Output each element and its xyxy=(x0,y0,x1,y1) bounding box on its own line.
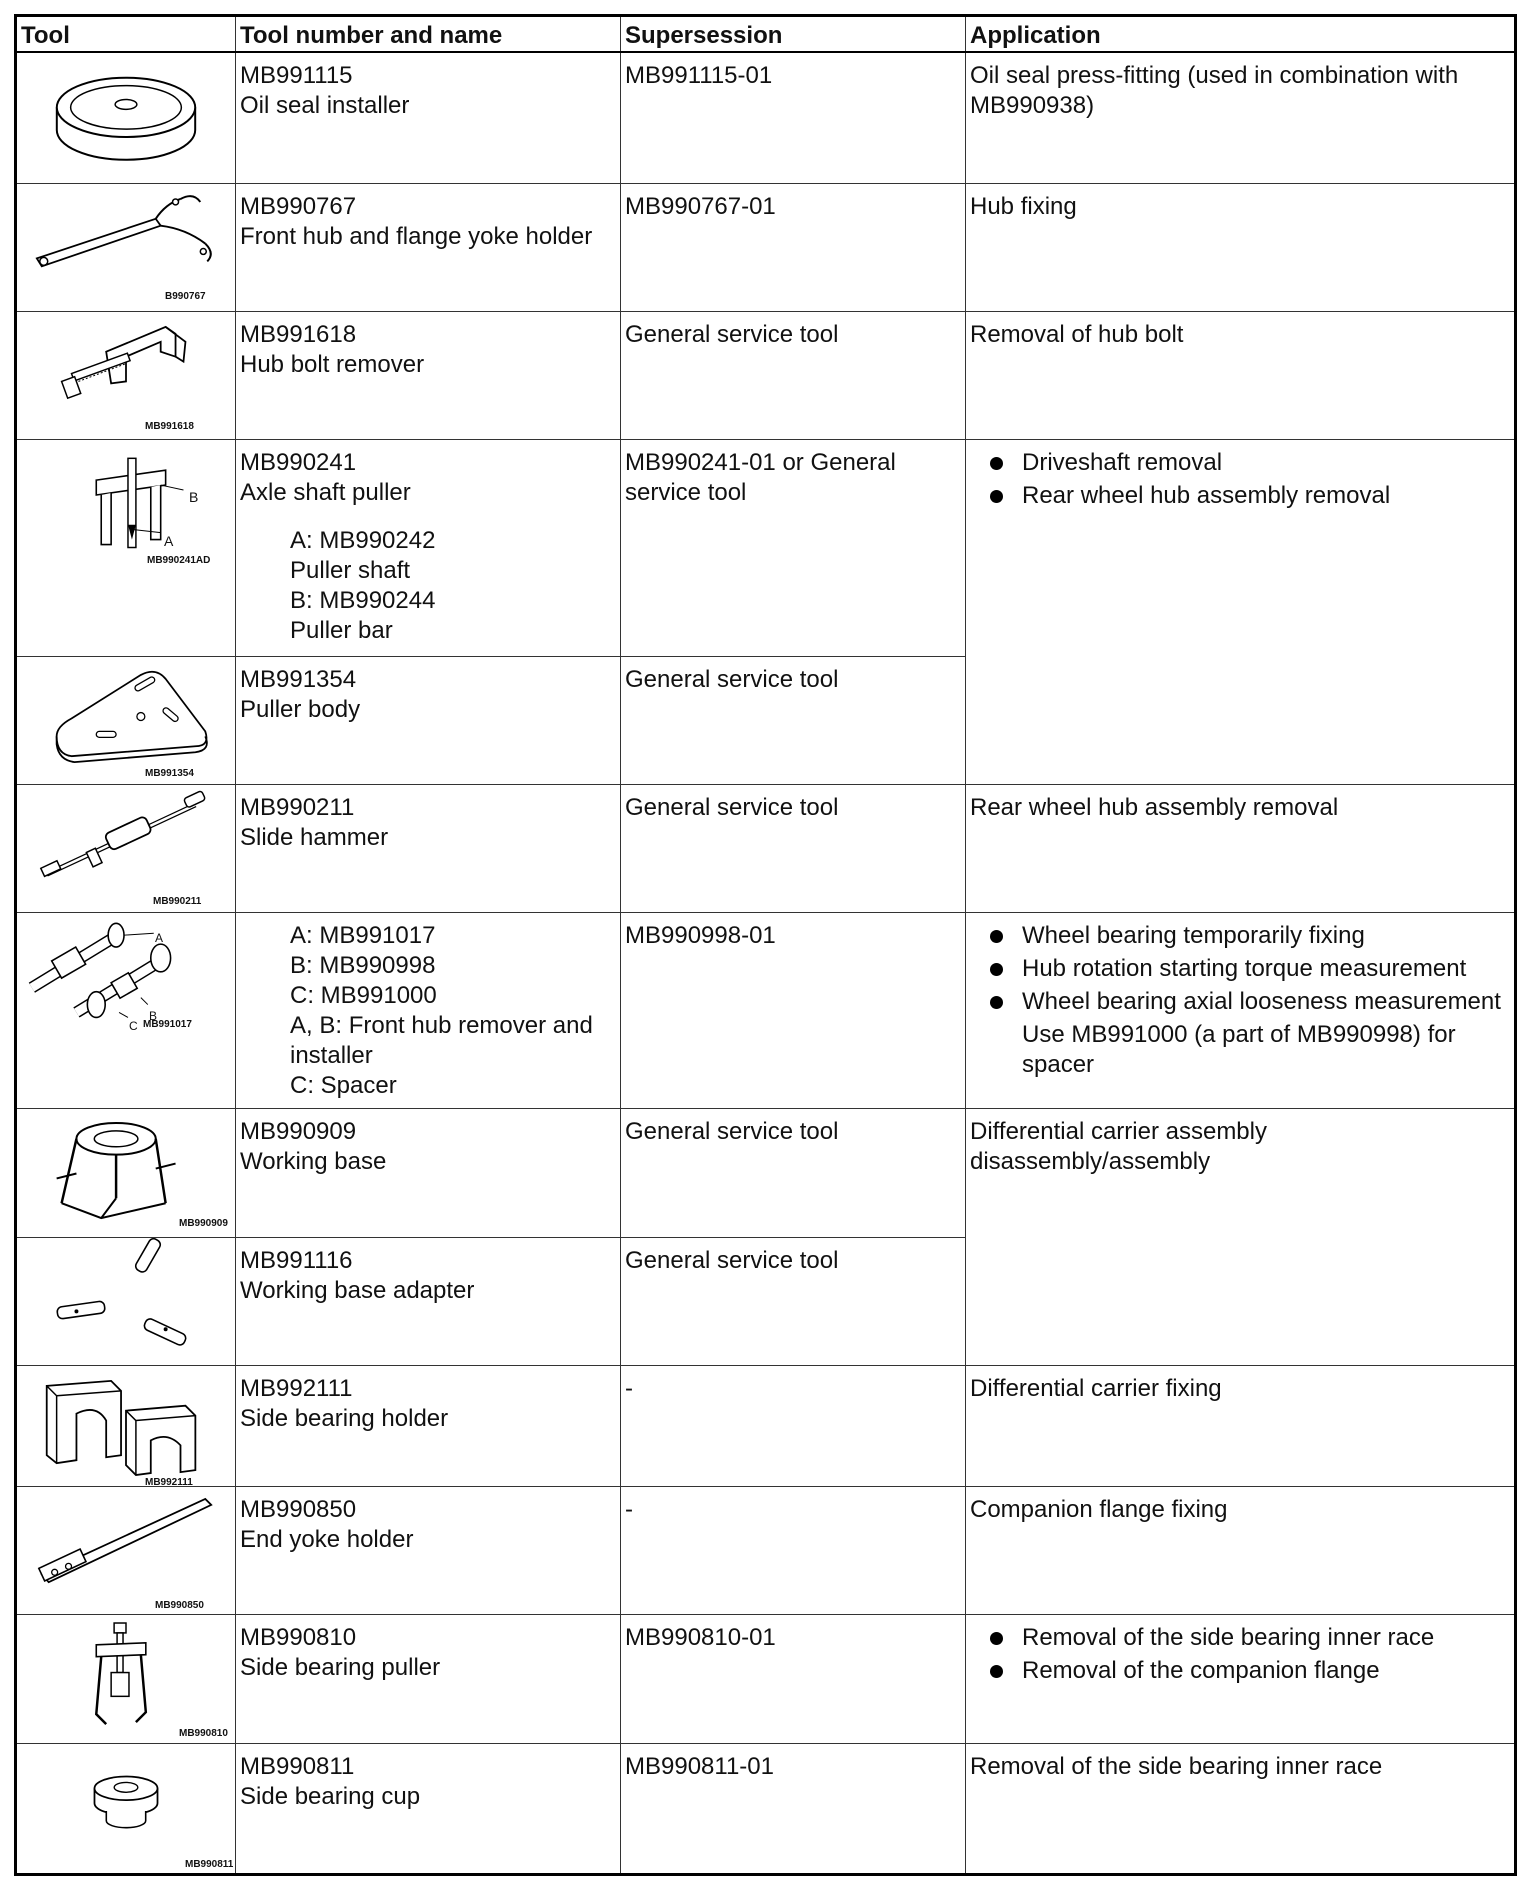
list-item: Hub rotation starting torque measurement xyxy=(990,954,1510,984)
header-tool-number-name: Tool number and name xyxy=(236,16,621,53)
table-row xyxy=(16,52,1516,183)
tool-number: MB991618 xyxy=(240,320,357,348)
tool-image-cell xyxy=(16,52,236,183)
figure-label: MB990850 xyxy=(155,1599,204,1611)
tool-number: MB992111 xyxy=(240,1374,353,1402)
figure-callout-c: C xyxy=(129,1018,138,1033)
application-cell xyxy=(966,1614,1516,1743)
supersession-cell: General service tool xyxy=(621,656,966,784)
tool-number-name-cell xyxy=(236,1743,621,1874)
figure-label: MB990811 xyxy=(185,1858,234,1870)
table-row xyxy=(16,912,1516,1108)
application-cell: Removal of hub bolt xyxy=(966,311,1516,439)
tool-name: Hub bolt remover xyxy=(240,350,425,378)
tool-number: MB990850 xyxy=(240,1495,357,1523)
figure-label: B990767 xyxy=(165,290,206,302)
tool-image-cell xyxy=(16,1365,236,1486)
special-tools-table xyxy=(14,14,1517,1876)
component-line: A, B: Front hub remover and installer xyxy=(290,1011,593,1069)
figure-label: MB991017 xyxy=(143,1018,192,1030)
tool-number: MB990909 xyxy=(240,1117,357,1145)
list-item: Rear wheel hub assembly removal xyxy=(990,481,1510,511)
tool-image-cell xyxy=(16,311,236,439)
supersession-cell: - xyxy=(621,1486,966,1614)
list-item: Wheel bearing axial looseness measurement xyxy=(990,987,1510,1017)
tool-number-name-cell xyxy=(236,1237,621,1365)
tool-image-cell xyxy=(16,1614,236,1743)
figure-label: MB991354 xyxy=(145,767,194,779)
table-row xyxy=(16,1108,1516,1237)
table-row xyxy=(16,439,1516,656)
component-line: B: MB990244 xyxy=(290,586,436,614)
tool-image-cell xyxy=(16,784,236,912)
tool-number-name-cell xyxy=(236,311,621,439)
tool-number-name-cell xyxy=(236,1486,621,1614)
tool-name: Side bearing holder xyxy=(240,1404,449,1432)
supersession-cell: MB990767-01 xyxy=(621,183,966,311)
table-row xyxy=(16,1365,1516,1486)
puller-body-illustration xyxy=(17,657,235,784)
side-bearing-holder-illustration xyxy=(17,1366,235,1486)
figure-callout-a: A xyxy=(164,532,174,549)
table-row xyxy=(16,1743,1516,1874)
application-cell: Differential carrier fixing xyxy=(966,1365,1516,1486)
table-row xyxy=(16,1486,1516,1614)
component-line: A: MB990242 xyxy=(290,526,436,554)
application-list xyxy=(970,1623,1510,1686)
application-cell xyxy=(966,439,1516,784)
list-item: Removal of the companion flange xyxy=(990,1656,1510,1686)
tool-number: MB990211 xyxy=(240,793,355,821)
table-row xyxy=(16,784,1516,912)
supersession-cell: MB991115-01 xyxy=(621,52,966,183)
figure-label: MB990241AD xyxy=(147,554,211,566)
tool-name: End yoke holder xyxy=(240,1525,414,1553)
figure-callout-b: B xyxy=(149,1008,158,1023)
table-row xyxy=(16,1614,1516,1743)
component-line: C: MB991000 xyxy=(290,981,437,1009)
tool-number-name-cell xyxy=(236,439,621,656)
table-row xyxy=(16,311,1516,439)
tool-name: Side bearing cup xyxy=(240,1782,421,1810)
component-line: C: Spacer xyxy=(290,1071,397,1099)
front-hub-remover-installer-illustration xyxy=(17,913,235,1108)
header-row xyxy=(16,16,1516,53)
tool-number: MB990241 xyxy=(240,448,357,476)
list-item: Driveshaft removal xyxy=(990,448,1510,478)
tool-name: Slide hammer xyxy=(240,823,389,851)
figure-label: MB991618 xyxy=(145,420,194,432)
oil-seal-installer-illustration xyxy=(17,53,235,183)
tool-number-name-cell xyxy=(236,912,621,1108)
table-row xyxy=(16,183,1516,311)
supersession-cell: MB990241-01 or General service tool xyxy=(621,439,966,656)
working-base-adapter-illustration xyxy=(17,1238,235,1365)
tool-number: MB990767 xyxy=(240,192,357,220)
application-cell: Removal of the side bearing inner race xyxy=(966,1743,1516,1874)
tool-name: Puller body xyxy=(240,695,361,723)
component-line: A: MB991017 xyxy=(290,921,436,949)
header-application: Application xyxy=(966,16,1516,53)
tool-number: MB991354 xyxy=(240,665,357,693)
tool-name: Working base adapter xyxy=(240,1276,475,1304)
figure-label: MB990211 xyxy=(153,895,202,907)
figure-callout-b: B xyxy=(189,488,199,505)
supersession-cell: - xyxy=(621,1365,966,1486)
tool-number-name-cell xyxy=(236,656,621,784)
hub-bolt-remover-illustration xyxy=(17,312,235,439)
tool-number-name-cell xyxy=(236,1365,621,1486)
tool-image-cell xyxy=(16,656,236,784)
application-list xyxy=(970,448,1510,511)
supersession-cell: General service tool xyxy=(621,311,966,439)
application-list xyxy=(970,921,1510,1017)
application-cell: Hub fixing xyxy=(966,183,1516,311)
tool-image-cell xyxy=(16,439,236,656)
tool-image-cell xyxy=(16,912,236,1108)
supersession-cell: MB990998-01 xyxy=(621,912,966,1108)
application-cell: Differential carrier assembly disassembly/assembly xyxy=(966,1108,1516,1365)
tool-image-cell xyxy=(16,1108,236,1237)
supersession-cell: General service tool xyxy=(621,784,966,912)
application-cell: Oil seal press-fitting (used in combination with MB990938) xyxy=(966,52,1516,183)
tool-number: MB990811 xyxy=(240,1752,355,1780)
tool-number: MB990810 xyxy=(240,1623,357,1651)
tool-image-cell xyxy=(16,183,236,311)
application-cell: Companion flange fixing xyxy=(966,1486,1516,1614)
list-item: Removal of the side bearing inner race xyxy=(990,1623,1510,1653)
application-cell: Rear wheel hub assembly removal xyxy=(966,784,1516,912)
tool-number-name-cell xyxy=(236,1614,621,1743)
tool-number-name-cell xyxy=(236,183,621,311)
figure-label: MB992111 xyxy=(145,1476,193,1488)
tool-name: Axle shaft puller xyxy=(240,478,411,506)
tool-number: MB991115 xyxy=(240,62,353,89)
slide-hammer-illustration xyxy=(17,785,235,912)
header-supersession: Supersession xyxy=(621,16,966,53)
tool-name: Side bearing puller xyxy=(240,1653,441,1681)
tool-image-cell xyxy=(16,1237,236,1365)
component-line: B: MB990998 xyxy=(290,951,436,979)
supersession-cell: General service tool xyxy=(621,1108,966,1237)
figure-label: MB990810 xyxy=(179,1727,228,1739)
tool-name: Working base xyxy=(240,1147,387,1175)
tool-image-cell xyxy=(16,1743,236,1874)
tool-name: Front hub and flange yoke holder xyxy=(240,222,593,250)
header-tool: Tool xyxy=(16,16,236,53)
application-cell xyxy=(966,912,1516,1108)
tool-number-name-cell xyxy=(236,52,621,183)
tool-number-name-cell xyxy=(236,1108,621,1237)
figure-callout-a: A xyxy=(155,930,164,945)
component-line: Puller shaft xyxy=(290,556,411,584)
supersession-cell: General service tool xyxy=(621,1237,966,1365)
supersession-cell: MB990811-01 xyxy=(621,1743,966,1874)
component-line: Puller bar xyxy=(290,616,393,644)
application-note: Use MB991000 (a part of MB990998) for spacer xyxy=(1022,1020,1456,1078)
supersession-cell: MB990810-01 xyxy=(621,1614,966,1743)
tool-image-cell xyxy=(16,1486,236,1614)
tool-name: Oil seal installer xyxy=(240,92,410,119)
figure-label: MB990909 xyxy=(179,1217,228,1229)
tool-number-name-cell xyxy=(236,784,621,912)
tool-number: MB991116 xyxy=(240,1246,353,1274)
list-item: Wheel bearing temporarily fixing xyxy=(990,921,1510,951)
